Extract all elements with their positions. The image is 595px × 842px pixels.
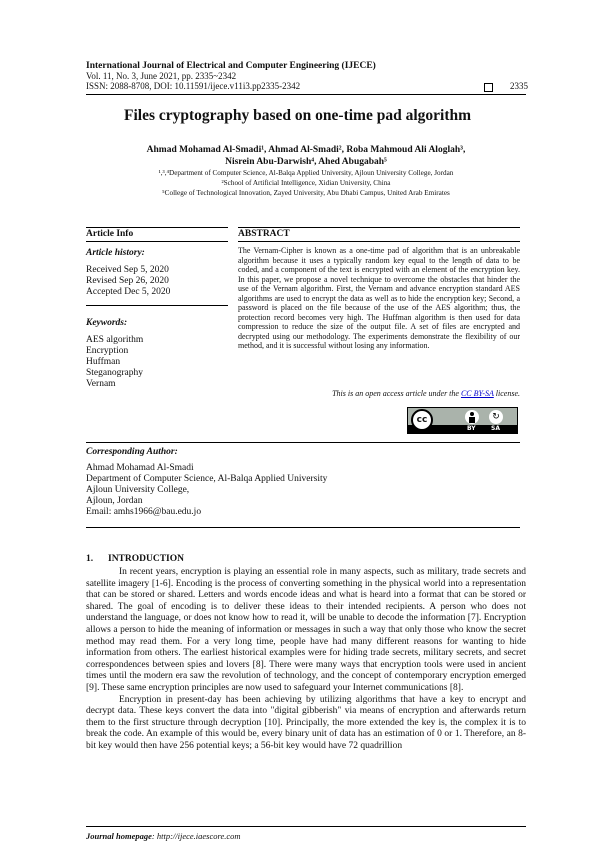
corresponding-top-rule	[86, 442, 520, 443]
keyword-item: Huffman	[86, 357, 121, 367]
keywords-top-rule	[86, 305, 228, 306]
license-suffix: license.	[493, 389, 520, 398]
keyword-item: Encryption	[86, 346, 129, 356]
article-history-heading: Article history:	[86, 248, 145, 258]
article-info-top-rule	[86, 227, 228, 228]
abstract-text: The Vernam-Cipher is known as a one-time pad of algorithm that is an unbreakable algorithm because it uses a typically random key equal to the length of data to be coded, and a component of the text is encrypted with an element of the encryption key. In this paper, we propose a novel technique to overcome the obstacles that hinder the use of the Vernam algorithm. First, the Vernam and advance encryption standard AES algorithms are used to encrypt the data as well as to hide the encryption key; Second, a password is placed on the file because of the use of the AES algorithm; thus, the protection record becomes very high. The Huffman algorithm is then used for data compression to reduce the size of the output file. A set of files are encrypted and decrypted using our methodology. The experiments demonstrate the flexibility of our method, and it is successful without losing any information.	[238, 246, 520, 351]
article-history-list	[86, 265, 228, 298]
page-square-icon	[484, 83, 493, 92]
corresponding-email[interactable]: Email: amhs1966@bau.edu.jo	[86, 507, 202, 517]
authors-line-2: Nisrein Abu-Darwish⁴, Ahed Abugabah⁵	[225, 157, 387, 167]
keyword-item: Steganography	[86, 368, 143, 378]
header-rule	[86, 94, 526, 95]
introduction-body	[86, 567, 526, 753]
keyword-item: AES algorithm	[86, 335, 144, 345]
share-alike-icon: ↻	[489, 410, 503, 424]
license-prefix: This is an open access article under the	[332, 389, 461, 398]
cc-by-sa-badge[interactable]	[407, 407, 518, 434]
article-info-under-rule	[86, 241, 228, 242]
issn-doi	[86, 81, 526, 92]
history-received: Received Sep 5, 2020	[86, 265, 169, 275]
homepage-url[interactable]: : http://ijece.iaescore.com	[151, 831, 241, 841]
corresponding-college: Ajloun University College,	[86, 485, 190, 495]
keyword-item: Vernam	[86, 379, 116, 389]
journal-name: International Journal of Electrical and Computer Engineering (IJECE)	[86, 61, 376, 71]
footer-rule	[86, 826, 526, 827]
affiliation-3: ⁵College of Technological Innovation, Zayed University, Abu Dhabi Campus, United Arab Emirates	[162, 189, 450, 197]
section-title: INTRODUCTION	[108, 554, 185, 564]
creative-commons-icon: cc	[411, 409, 433, 431]
abstract-under-rule	[238, 241, 520, 242]
corresponding-heading: Corresponding Author:	[86, 447, 178, 457]
paper-title: Files cryptography based on one-time pad algorithm	[123, 107, 472, 124]
authors-line-1: Ahmad Mohamad Al-Smadi¹, Ahmad Al-Smadi², Roba Mahmoud Ali Aloglah³,	[146, 145, 466, 155]
homepage-label: Journal homepage	[86, 831, 152, 841]
paragraph: Encryption in present-day has been achieving by utilizing algorithms that have a key to encrypt and decrypt data. These keys convert the data into "digital gibberish" via means of encryption and afterwards return them to the first structure through decryption [10]. Principally, the more extended the key is, the complex it is to break the code. An example of this would be, every binary unit of data has an estimation of 0 or 1. Therefore, an 8-bit key would then have 256 potential keys; a 56-bit key would have 72 quadrillion	[86, 694, 526, 751]
corresponding-bottom-rule	[86, 527, 520, 528]
corresponding-location: Ajloun, Jordan	[86, 496, 143, 506]
history-revised: Revised Sep 26, 2020	[86, 276, 169, 286]
keywords-list	[86, 335, 228, 390]
introduction-heading	[86, 554, 184, 564]
corresponding-department: Department of Computer Science, Al-Balqa Applied University	[86, 474, 328, 484]
issn-doi-text: ISSN: 2088-8708, DOI: 10.11591/ijece.v11i3.pp2335-2342	[86, 81, 301, 91]
affiliation-1: ¹,³,⁴Department of Computer Science, Al-Balqa Applied University, Ajloun University College, Jordan	[158, 169, 454, 177]
paragraph: In recent years, encryption is playing an essential role in many aspects, such as military, trade secrets and satellite imagery [1-6]. Encoding is the process of converting something in the physical world into a representation that can be stored or shared. Letters and words encode ideas and what is heard into a format that can be stored or shared. The goal of encoding is to deliver these ideas to their intended recipients. A person who does not understand the language, or does not know how to read it, will be unable to decode the information [7]. Encryption allows a person to hide the meaning of information or messages in such a way that only those who know the secret method may read them. For a very long time, people have had many different reasons for wanting to hide information from others. The earliest historical examples were for hiding trade secrets, military secrets, and secret correspondences between spies and lovers [8]. There were many ways that encryption tools were used in ancient times until the modern era saw the revolution of technology, and the concept of contemporary encryption emerged [9]. These same encryption principles are now used to safeguard your Internet communications [8].	[86, 567, 526, 693]
corresponding-name: Ahmad Mohamad Al-Smadi	[86, 463, 194, 473]
volume-info: Vol. 11, No. 3, June 2021, pp. 2335~2342	[86, 71, 237, 81]
section-number: 1.	[86, 554, 94, 564]
cc-by-label: BY	[467, 425, 476, 432]
abstract-top-rule	[238, 227, 520, 228]
article-info-heading: Article Info	[86, 229, 134, 239]
cc-by-sa-link[interactable]: CC BY-SA	[460, 389, 494, 398]
attribution-icon-head	[470, 412, 474, 416]
keywords-heading: Keywords:	[86, 318, 128, 328]
license-statement	[238, 389, 520, 398]
abstract-heading: ABSTRACT	[238, 229, 290, 239]
corresponding-details	[86, 463, 526, 518]
history-accepted: Accepted Dec 5, 2020	[86, 287, 171, 297]
affiliation-2: ²School of Artificial Intelligence, Xidian University, China	[221, 179, 391, 187]
page-number: 2335	[510, 81, 528, 91]
cc-sa-label: SA	[491, 425, 500, 432]
attribution-icon-body	[469, 417, 475, 423]
journal-homepage[interactable]	[86, 831, 241, 841]
